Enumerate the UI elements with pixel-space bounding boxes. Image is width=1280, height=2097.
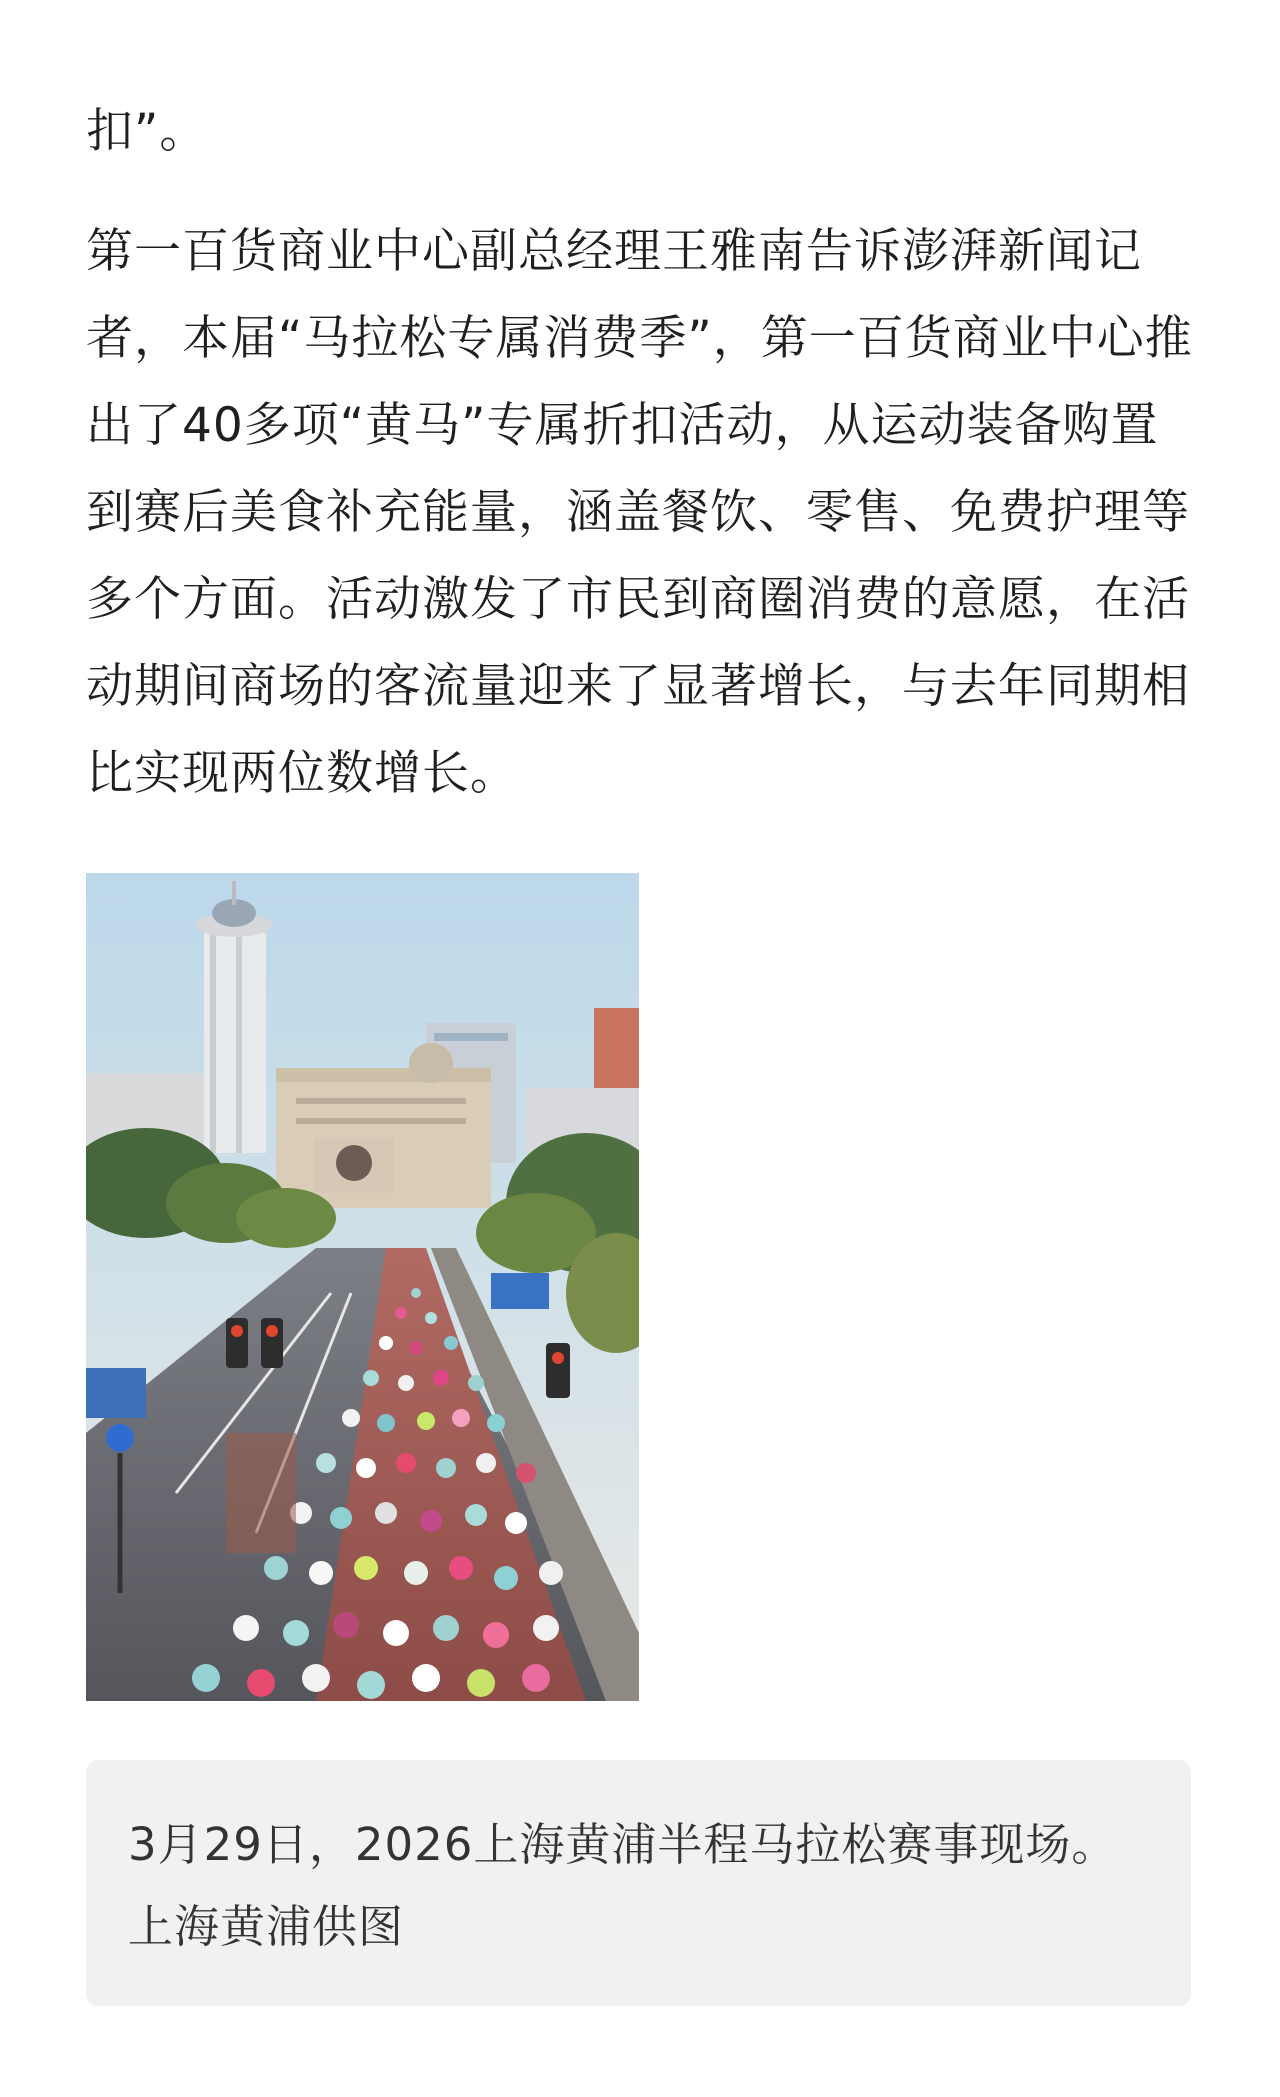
paragraph: 第一百货商业中心副总经理王雅南告诉澎湃新闻记者，本届“马拉松专属消费季”，第一百货商业中心推出了40多项“黄马”专属折扣活动，从运动装备购置到赛后美食补充能量，涵盖餐饮、零售、免费护理等多个方面。活动激发了市民到商圈消费的意愿，在活动期间商场的客流量迎来了显著增长，与去年同期相比实现两位数增长。 bbox=[86, 224, 1193, 801]
article-body bbox=[86, 88, 1196, 817]
photo-caption: 3月29日，2026上海黄浦半程马拉松赛事现场。上海黄浦供图 bbox=[128, 1818, 1118, 1953]
marathon-photo bbox=[86, 873, 639, 1701]
paragraph-fragment: 扣”。 bbox=[86, 104, 208, 159]
photo-caption-box bbox=[86, 1760, 1191, 2006]
